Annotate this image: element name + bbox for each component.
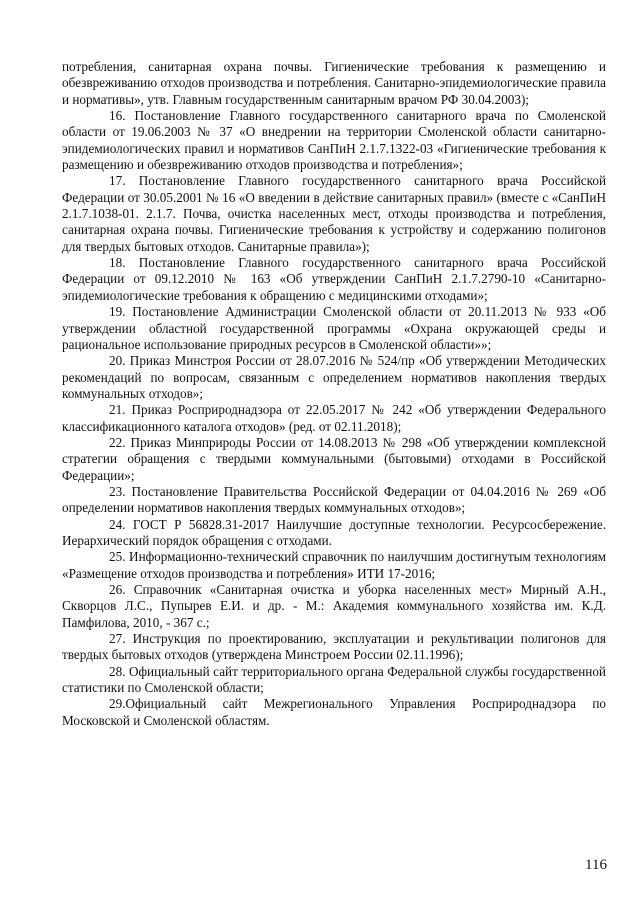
reference-item-27: 27. Инструкция по проектированию, эксплуатации и рекультивации полигонов для твердых бытовых отходов (утверждена Минстроем России 02.11.1996); [62, 631, 606, 663]
reference-item-19: 19. Постановление Администрации Смоленской области от 20.11.2013 № 933 «Об утверждении областной государственной программы «Охрана окружающей среды и рациональное использование природных ресурсов в Смоленской области»»; [62, 304, 606, 352]
reference-item-18: 18. Постановление Главного государственного санитарного врача Российской Федерации от 09.12.2010 № 163 «Об утверждении СанПиН 2.1.7.2790-10 «Санитарно-эпидемиологические требования к обращению с медицинскими отходами»; [62, 255, 606, 303]
reference-item-25: 25. Информационно-технический справочник по наилучшим достигнутым технологиям «Размещение отходов производства и потребления» ИТИ 17-2016; [62, 549, 606, 581]
references-list [62, 59, 606, 729]
reference-item-29: 29.Официальный сайт Межрегионального Управления Росприроднадзора по Московской и Смоленской областям. [62, 696, 606, 728]
reference-item-21: 21. Приказ Росприроднадзора от 22.05.2017 № 242 «Об утверждении Федерального классификационного каталога отходов» (ред. от 02.11.2018); [62, 402, 606, 434]
reference-item-24: 24. ГОСТ Р 56828.31-2017 Наилучшие доступные технологии. Ресурсосбережение. Иерархический порядок обращения с отходами. [62, 516, 606, 548]
reference-item-17: 17. Постановление Главного государственного санитарного врача Российской Федерации от 30.05.2001 № 16 «О введении в действие санитарных правил» (вместе с «СанПиН 2.1.7.1038-01. 2.1.7. Почва, очистка населенных мест, отходы производства и потребления, санитарная охрана почвы. Гигиенические требования к устройству и содержанию полигонов для твердых бытовых отходов. Санитарные правила»); [62, 173, 606, 254]
reference-continuation: потребления, санитарная охрана почвы. Гигиенические требования к размещению и обезвреживанию отходов производства и потребления. Санитарно-эпидемиологические правила и нормативы», утв. Главным государственным санитарным врачом РФ 30.04.2003); [62, 59, 606, 107]
reference-item-26: 26. Справочник «Санитарная очистка и уборка населенных мест» Мирный А.Н., Скворцов Л.С., Пупырев Е.И. и др. - М.: Академия коммунального хозяйства им. К.Д. Памфилова, 2010, - 367 с.; [62, 582, 606, 630]
reference-item-20: 20. Приказ Минстроя России от 28.07.2016 № 524/пр «Об утверждении Методических рекомендаций по вопросам, связанным с определением нормативов накопления твердых коммунальных отходов»; [62, 353, 606, 401]
reference-item-28: 28. Официальный сайт территориального органа Федеральной службы государственной статистики по Смоленской области; [62, 663, 606, 696]
reference-item-16: 16. Постановление Главного государственного санитарного врача по Смоленской области от 19.06.2003 № 37 «О внедрении на территории Смоленской области санитарно-эпидемиологических правил и нормативов СанПиН 2.1.7.1322-03 «Гигиенические требования к размещению и обезвреживанию отходов производства и потребления»; [62, 108, 606, 173]
page-number: 116 [585, 857, 607, 873]
reference-item-23: 23. Постановление Правительства Российской Федерации от 04.04.2016 № 269 «Об определении нормативов накопления твердых коммунальных отходов»; [62, 483, 606, 516]
reference-item-22: 22. Приказ Минприроды России от 14.08.2013 № 298 «Об утверждении комплексной стратегии обращения с твердыми коммунальными (бытовыми) отходами в Российской Федерации»; [62, 434, 606, 483]
